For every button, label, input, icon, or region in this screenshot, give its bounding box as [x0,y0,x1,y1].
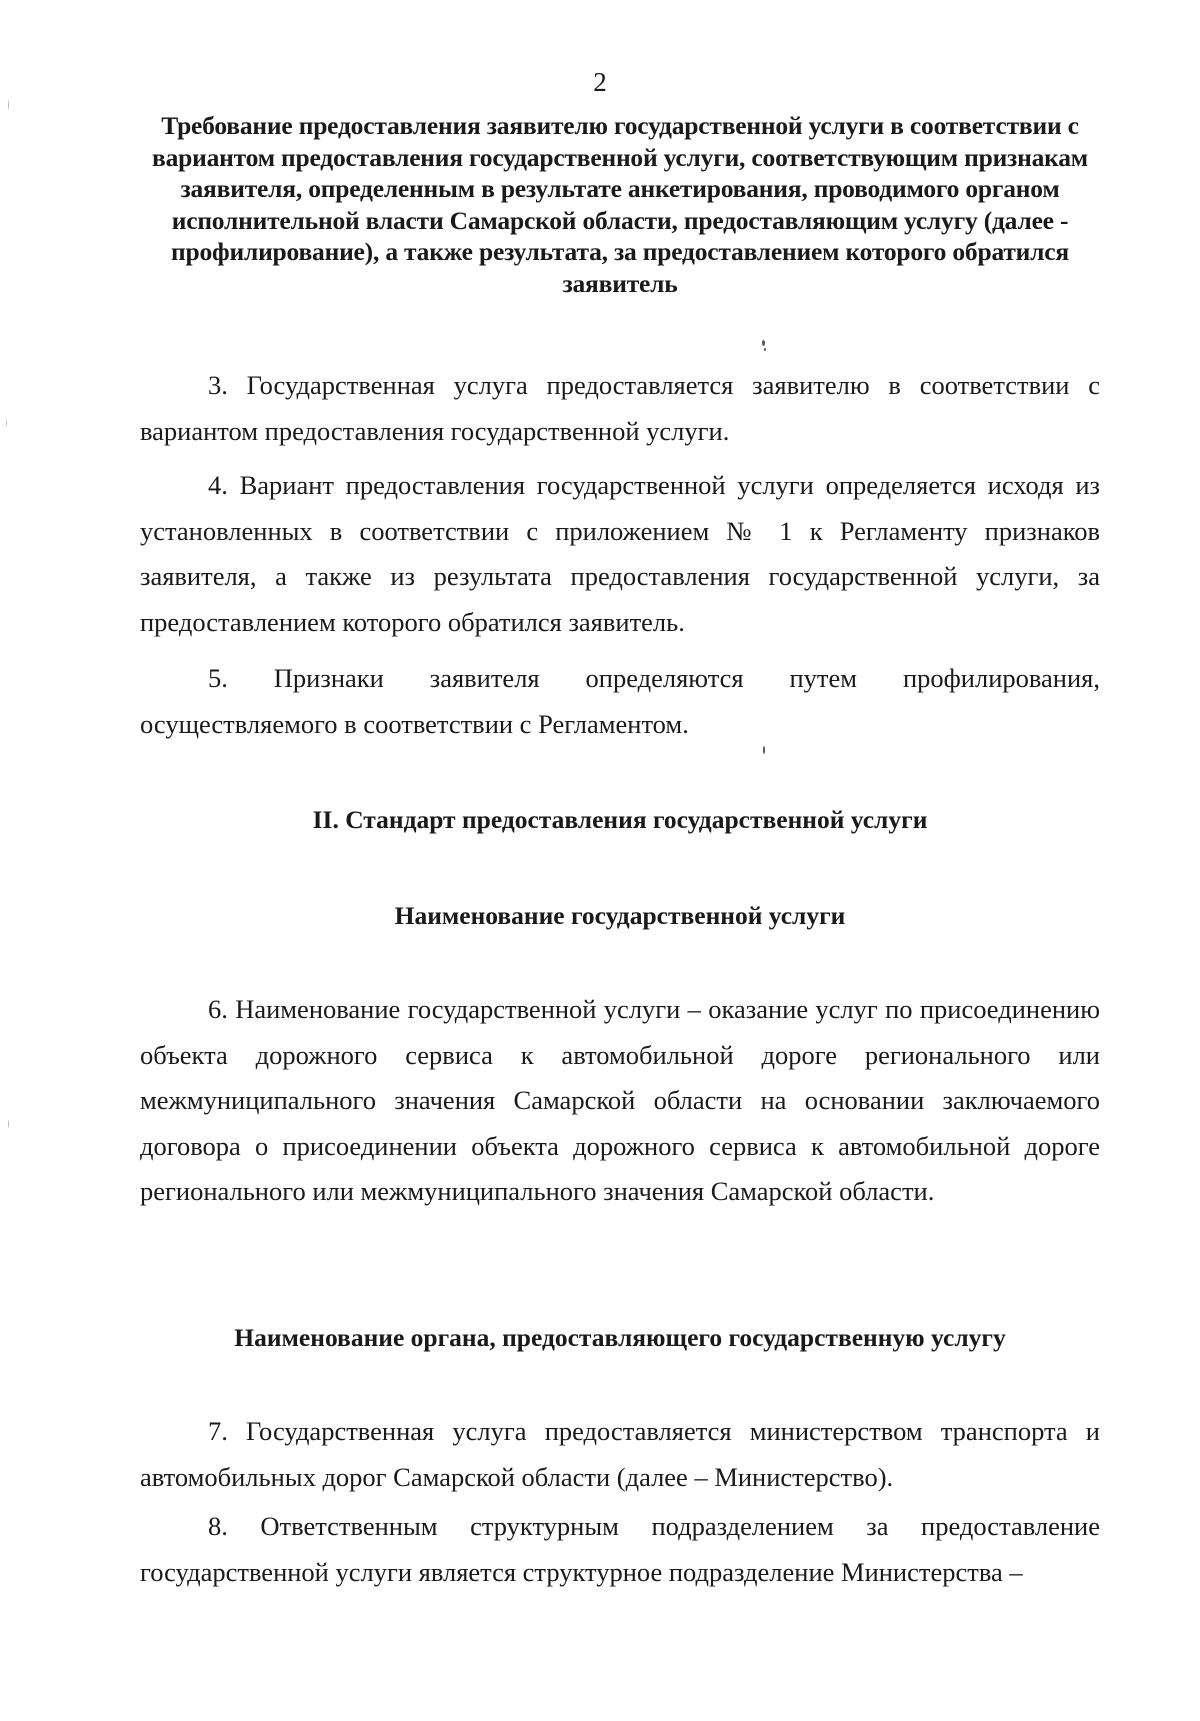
section-title: II. Стандарт предоставления государственной услуги [312,805,928,834]
requirement-heading: Требование предоставления заявителю государственной услуги в соответствии с вариантом предоставления государственной услуги, соответствующим признакам заявителя, определенным в результате анкетирования, проводимого органом исполнительной власти Самарской области, предоставляющим услугу (далее - профилирование), а также результата, за предоставлением которого обратился заявитель [152,111,1088,298]
scan-speck [762,340,765,346]
scan-speck [6,420,7,426]
scan-speck [8,100,9,110]
scan-speck [8,1120,9,1128]
subtitle-authority: Наименование органа, предоставляющего государственную услугу [234,1323,1006,1352]
page-number: 2 [593,67,607,97]
paragraph-8: 8. Ответственным структурным подразделением за предоставление государственной услуги является структурное подразделение Министерства – [140,1511,1100,1587]
subtitle-service-name: Наименование государственной услуги [394,901,846,930]
paragraph-6: 6. Наименование государственной услуги – оказание услуг по присоединению объекта дорожного сервиса к автомобильной дороге регионального или межмуниципального значения Самарской области на основании заключаемого договора о присоединении объекта дорожного сервиса к автомобильной дороге регионального или межмуниципального значения Самарской области. [140,994,1100,1206]
paragraph-4: 4. Вариант предоставления государственной услуги определяется исходя из установленных в соответствии с приложением № 1 к Регламенту признаков заявителя, а также из результата предоставления государственной услуги, за предоставлением которого обратился заявитель. [140,470,1100,637]
scan-speck [764,348,766,351]
scan-speck [763,746,765,754]
paragraph-7: 7. Государственная услуга предоставляется министерством транспорта и автомобильных дорог Самарской области (далее – Министерство). [140,1416,1100,1492]
paragraph-3: 3. Государственная услуга предоставляется заявителю в соответствии с вариантом предоставления государственной услуги. [140,370,1100,446]
paragraph-5: 5. Признаки заявителя определяются путем профилирования, осуществляемого в соответствии с Регламентом. [140,663,1100,739]
